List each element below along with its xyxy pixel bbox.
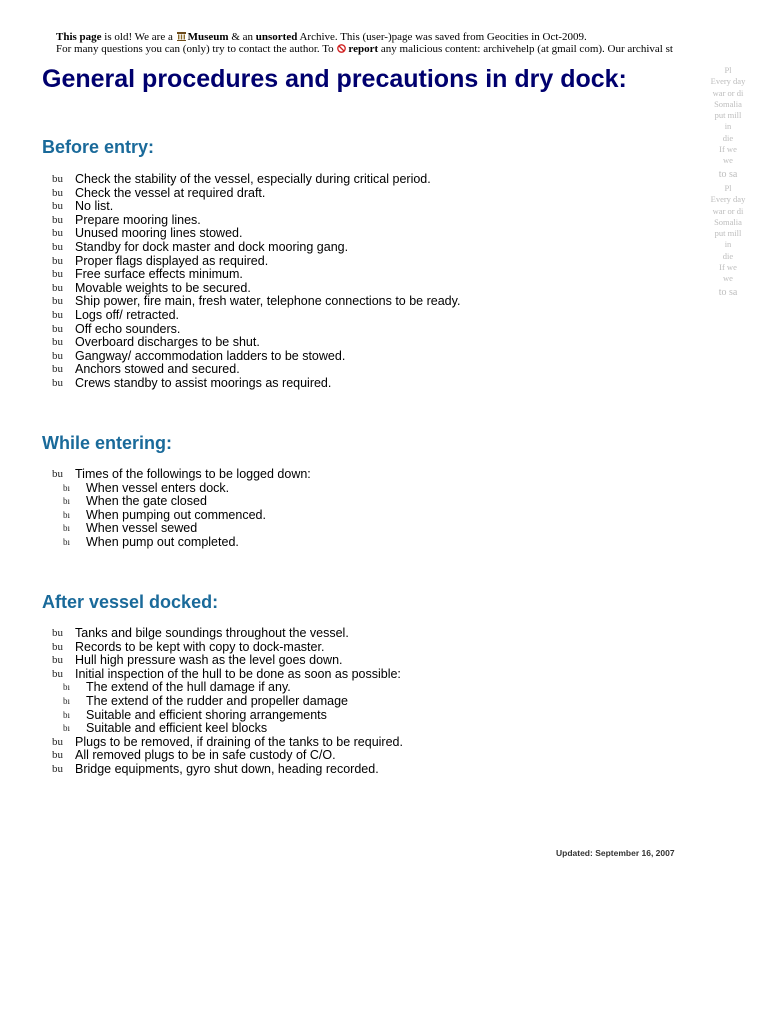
- sub-bullet: bı: [63, 723, 71, 734]
- side-line: Every day: [710, 194, 746, 205]
- bullet: bu: [52, 268, 63, 281]
- bullet: bu: [52, 295, 63, 308]
- bullet: bu: [52, 254, 63, 267]
- sub-list-item: [63, 536, 311, 550]
- item-text: Crews standby to assist moorings as required.: [75, 375, 332, 390]
- list-item: [52, 309, 460, 323]
- sub-list-item: [63, 509, 311, 523]
- after-docked-sublist: [52, 681, 403, 735]
- bullet: bu: [52, 654, 63, 667]
- side-line: we: [723, 273, 733, 284]
- bullet: bu: [52, 227, 63, 240]
- bullet: bu: [52, 735, 63, 748]
- bullet: bu: [52, 363, 63, 376]
- side-text-block: [688, 65, 768, 183]
- item-text: Hull high pressure wash as the level goes down.: [75, 653, 343, 668]
- while-entering-list: [52, 468, 311, 550]
- list-item: [52, 187, 460, 201]
- item-text: Bridge equipments, gyro shut down, heading recorded.: [75, 761, 379, 776]
- banner-text: Archive. This (user-)page was saved from Geocities in Oct-2009.: [297, 31, 587, 43]
- item-text: Tanks and bilge soundings throughout the vessel.: [75, 626, 349, 640]
- bullet: bu: [52, 200, 63, 213]
- side-line: Every day: [710, 76, 746, 87]
- bullet: bu: [52, 349, 63, 362]
- museum-icon: [177, 32, 186, 41]
- list-item: [52, 468, 311, 482]
- side-line: If we: [719, 262, 737, 273]
- side-line: we: [723, 155, 733, 166]
- bullet: bu: [52, 322, 63, 335]
- item-text: Check the vessel at required draft.: [75, 185, 266, 200]
- bullet: bu: [52, 627, 63, 639]
- item-text: All removed plugs to be in safe custody of C/O.: [75, 748, 336, 763]
- banner-line-1: [56, 31, 768, 43]
- item-text: When pump out completed.: [86, 534, 239, 549]
- museum-link[interactable]: Museum: [187, 31, 229, 43]
- item-text: Ship power, fire main, fresh water, telephone connections to be ready.: [75, 294, 461, 309]
- list-item: [52, 214, 460, 228]
- list-item: [52, 749, 403, 763]
- sub-bullet: bı: [63, 536, 71, 547]
- item-text: Overboard discharges to be shut.: [75, 335, 260, 350]
- side-line: to sa: [718, 286, 738, 298]
- banner-text: is old! We are a: [101, 31, 176, 43]
- item-text: Check the stability of the vessel, especially during critical period.: [75, 172, 431, 186]
- item-text: Suitable and efficient keel blocks: [86, 721, 268, 736]
- sub-bullet: bı: [63, 509, 71, 520]
- sub-bullet: bı: [63, 496, 71, 507]
- list-item: [52, 241, 460, 255]
- item-text: When pumping out commenced.: [86, 507, 266, 522]
- item-text: When vessel sewed: [86, 521, 198, 536]
- item-text: Anchors stowed and secured.: [75, 362, 240, 377]
- side-line: If we: [719, 144, 737, 155]
- item-text: The extend of the hull damage if any.: [86, 680, 291, 695]
- list-item: [52, 173, 460, 187]
- item-text: Movable weights to be secured.: [75, 280, 251, 295]
- sub-list-item: [63, 722, 403, 736]
- list-item: [52, 268, 460, 282]
- sublist-container: [52, 482, 311, 550]
- list-item: [52, 295, 460, 309]
- bullet: bu: [52, 186, 63, 199]
- list-item: [52, 627, 403, 641]
- bullet: bu: [52, 762, 63, 775]
- banner-this-page: This page: [56, 31, 102, 43]
- sub-list-item: [63, 482, 311, 496]
- list-item: [52, 227, 460, 241]
- side-line: in: [724, 121, 732, 132]
- item-text: When the gate closed: [86, 494, 207, 509]
- list-item: [52, 641, 403, 655]
- list-item: [52, 377, 460, 391]
- after-docked-list: [52, 627, 403, 777]
- item-text: Plugs to be removed, if draining of the tanks to be required.: [75, 734, 403, 749]
- sub-list-item: [63, 709, 403, 723]
- report-link[interactable]: report: [348, 43, 379, 55]
- item-text: Times of the followings to be logged down:: [75, 467, 311, 481]
- bullet: bu: [52, 640, 63, 653]
- side-line: to sa: [718, 168, 738, 180]
- sub-list-item: [63, 495, 311, 509]
- list-item: [52, 363, 460, 377]
- item-text: Gangway/ accommodation ladders to be stowed.: [75, 348, 346, 363]
- side-line: die: [722, 132, 734, 143]
- list-item: [52, 255, 460, 269]
- list-item: [52, 736, 403, 750]
- item-text: Off echo sounders.: [75, 321, 181, 336]
- sub-list-item: [63, 695, 403, 709]
- archive-banner: [56, 31, 768, 57]
- list-item: [52, 763, 403, 777]
- unsorted-link[interactable]: unsorted: [255, 31, 298, 43]
- list-item: [52, 350, 460, 364]
- banner-text: & an: [228, 31, 256, 43]
- side-line: in: [724, 239, 732, 250]
- side-line: put mill: [714, 110, 742, 121]
- list-item: [52, 200, 460, 214]
- while-entering-sublist: [52, 482, 311, 550]
- updated-date: Updated: September 16, 2007: [556, 848, 675, 858]
- item-text: Suitable and efficient shoring arrangements: [86, 707, 327, 722]
- banner-text: For many questions you can (only) try to contact the author. To: [56, 43, 337, 55]
- bullet: bu: [52, 173, 63, 185]
- list-item: [52, 654, 403, 668]
- bullet: bu: [52, 336, 63, 349]
- bullet: bu: [52, 213, 63, 226]
- bullet: bu: [52, 240, 63, 253]
- sub-list-item: [63, 681, 403, 695]
- side-line: war or di: [712, 205, 744, 216]
- item-text: Prepare mooring lines.: [75, 212, 201, 227]
- bullet: bu: [52, 749, 63, 762]
- no-entry-icon: [337, 44, 346, 53]
- bullet: bu: [52, 281, 63, 294]
- side-line: put mill: [714, 228, 742, 239]
- sublist-container: [52, 681, 403, 735]
- sub-bullet: bı: [63, 682, 71, 693]
- list-item: [52, 323, 460, 337]
- sub-bullet: bı: [63, 695, 71, 706]
- list-item: [52, 282, 460, 296]
- side-line: Somalia: [714, 98, 742, 109]
- item-text: Proper flags displayed as required.: [75, 253, 269, 268]
- sub-bullet: bı: [63, 709, 71, 720]
- item-text: Records to be kept with copy to dock-master.: [75, 639, 325, 654]
- item-text: No list.: [75, 199, 114, 214]
- before-entry-list: [52, 173, 460, 391]
- sub-bullet: bı: [63, 523, 71, 534]
- section-title-while-entering: While entering:: [42, 433, 172, 453]
- bullet: bu: [52, 667, 63, 680]
- section-title-before-entry: Before entry:: [42, 137, 155, 157]
- side-line: war or di: [712, 87, 744, 98]
- side-text-block: [688, 183, 768, 301]
- side-line: die: [722, 250, 734, 261]
- list-item: [52, 336, 460, 350]
- banner-text: any malicious content: archivehelp (at gmail com). Our archival st: [378, 43, 673, 55]
- side-line: Pl: [724, 65, 732, 75]
- section-title-after-docked: After vessel docked:: [42, 592, 219, 612]
- side-line: Pl: [724, 183, 732, 193]
- page-title: General procedures and precautions in dry dock:: [42, 65, 627, 93]
- sub-bullet: bı: [63, 482, 71, 493]
- banner-line-2: [56, 43, 768, 55]
- item-text: When vessel enters dock.: [86, 480, 230, 495]
- item-text: Free surface effects minimum.: [75, 267, 243, 282]
- bullet: bu: [52, 376, 63, 389]
- bullet: bu: [52, 308, 63, 321]
- list-item: [52, 668, 403, 682]
- bullet: bu: [52, 468, 63, 480]
- item-text: Initial inspection of the hull to be done as soon as possible:: [75, 666, 401, 681]
- item-text: The extend of the rudder and propeller damage: [86, 693, 348, 708]
- sub-list-item: [63, 522, 311, 536]
- item-text: Logs off/ retracted.: [75, 307, 179, 322]
- item-text: Unused mooring lines stowed.: [75, 226, 243, 241]
- item-text: Standby for dock master and dock mooring gang.: [75, 239, 349, 254]
- side-line: Somalia: [714, 216, 742, 227]
